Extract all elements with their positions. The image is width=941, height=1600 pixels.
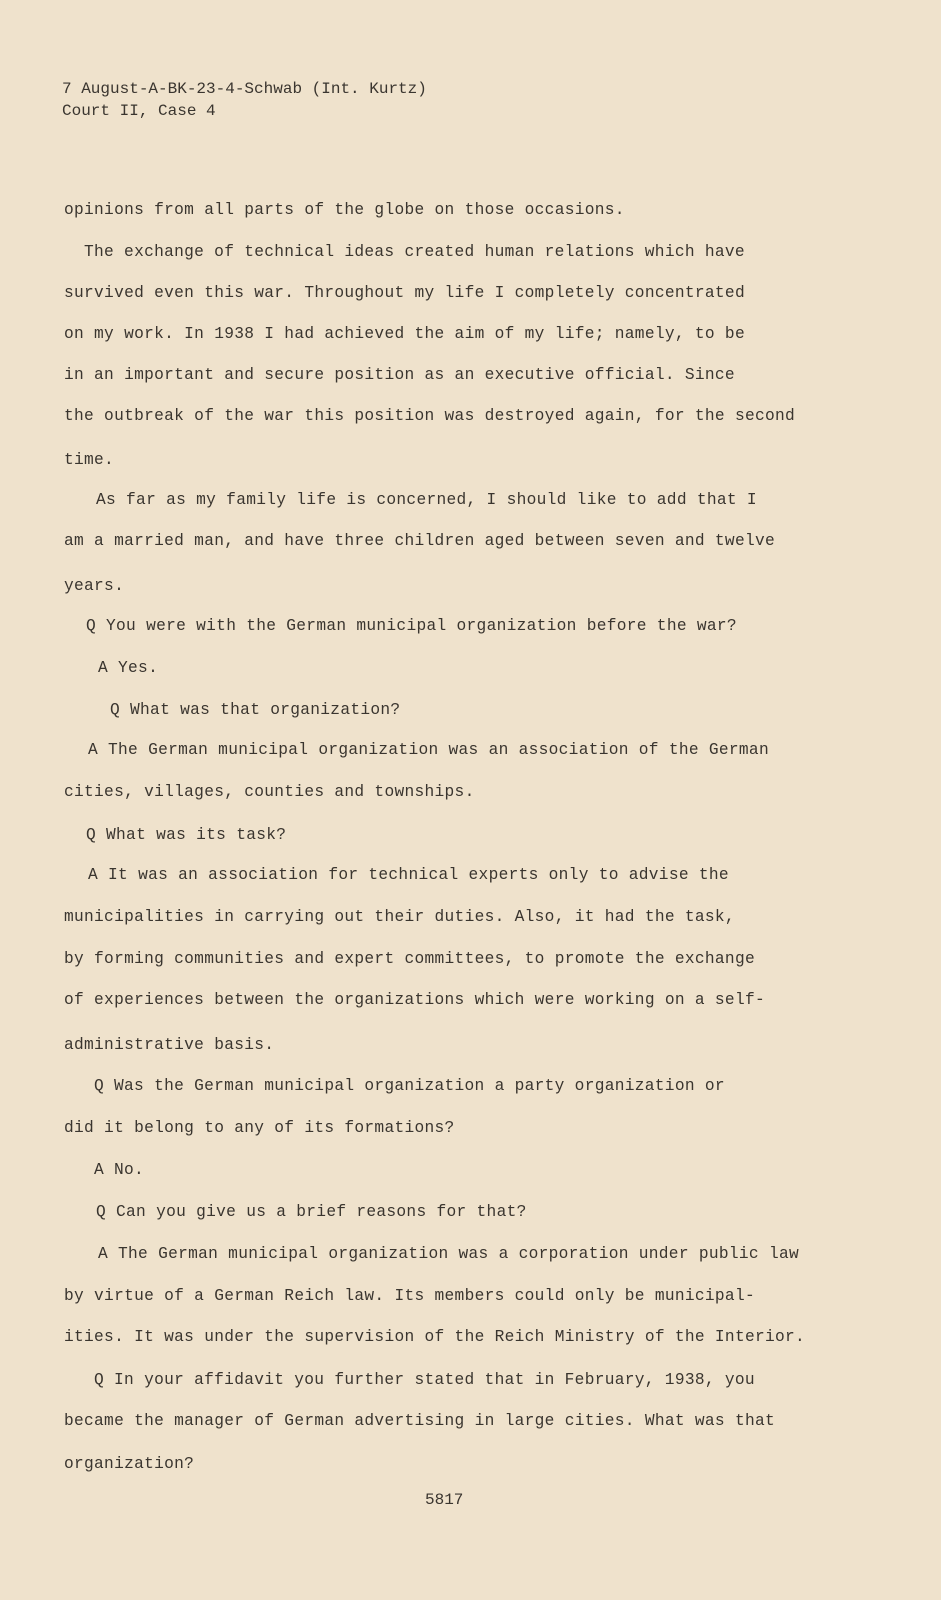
page-number: 5817 [425,1491,464,1509]
text-line: administrative basis. [64,1036,275,1054]
text-line: A It was an association for technical experts only to advise the [88,866,729,884]
text-line: Q You were with the German municipal organization before the war? [86,617,737,635]
text-line: of experiences between the organizations which were working on a self- [64,991,765,1009]
text-line: A The German municipal organization was a corporation under public law [98,1245,799,1263]
text-line: survived even this war. Throughout my life I completely concentrated [64,284,745,302]
text-line: As far as my family life is concerned, I should like to add that I [96,491,757,509]
text-line: the outbreak of the war this position was destroyed again, for the second [64,407,796,425]
text-line: A No. [94,1161,145,1179]
text-line: time. [64,451,115,469]
text-line: by virtue of a German Reich law. Its members could only be municipal- [64,1287,755,1305]
text-line: A Yes. [98,659,159,677]
text-line: years. [64,577,125,595]
header-court-case: Court II, Case 4 [62,102,216,120]
text-line: Q Can you give us a brief reasons for that? [96,1203,527,1221]
text-line: am a married man, and have three children aged between seven and twelve [64,532,775,550]
text-line: cities, villages, counties and townships. [64,783,475,801]
text-line: on my work. In 1938 I had achieved the aim of my life; namely, to be [64,325,745,343]
text-line: became the manager of German advertising in large cities. What was that [64,1412,775,1430]
text-line: in an important and secure position as an executive official. Since [64,366,735,384]
text-line: Q In your affidavit you further stated that in February, 1938, you [94,1371,755,1389]
text-line: Q What was its task? [86,826,287,844]
text-line: Q Was the German municipal organization a party organization or [94,1077,725,1095]
text-line: organization? [64,1455,195,1473]
text-line: municipalities in carrying out their duties. Also, it had the task, [64,908,735,926]
text-line: The exchange of technical ideas created human relations which have [84,243,745,261]
text-line: Q What was that organization? [110,701,401,719]
header-reference: 7 August-A-BK-23-4-Schwab (Int. Kurtz) [62,80,427,98]
text-line: ities. It was under the supervision of the Reich Ministry of the Interior. [64,1328,806,1346]
text-line: A The German municipal organization was an association of the German [88,741,769,759]
text-line: by forming communities and expert committees, to promote the exchange [64,950,755,968]
text-line: opinions from all parts of the globe on those occasions. [64,201,625,219]
header [62,78,427,122]
text-line: did it belong to any of its formations? [64,1119,455,1137]
